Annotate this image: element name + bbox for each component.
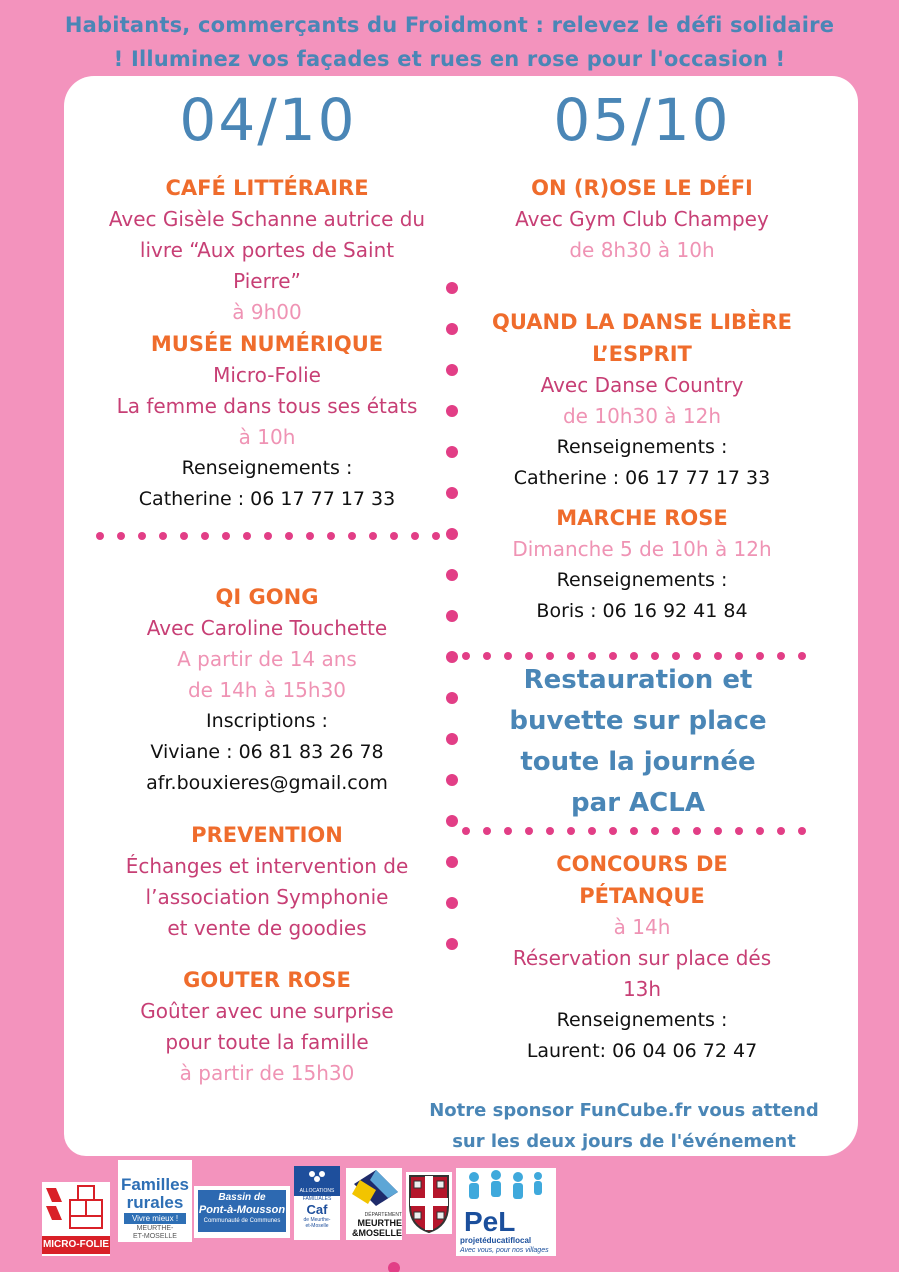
divider-dot [446, 282, 458, 294]
divider-dot [159, 532, 167, 540]
divider-dot [285, 532, 293, 540]
day-1-column [86, 172, 448, 1089]
event-title: PÉTANQUE [579, 884, 705, 908]
divider-dot [432, 532, 440, 540]
divider-dot [446, 733, 458, 745]
event-cafe-litteraire [86, 172, 448, 328]
restauration-line: Restauration et [523, 665, 753, 695]
pel-tagline: Avec vous, pour nos villages [460, 1247, 549, 1254]
event-on-rose-le-defi [462, 172, 822, 266]
divider-dot [651, 652, 659, 660]
partner-logos [0, 1160, 899, 1260]
divider-dot [462, 827, 470, 835]
sponsor-line: Notre sponsor FunCube.fr vous attend [429, 1100, 819, 1121]
restauration-line: buvette sur place [509, 706, 767, 736]
familles-region-1: MEURTHE- [136, 1225, 174, 1232]
contact-phone: Viviane : 06 81 83 26 78 [150, 741, 384, 763]
meurthe-shape-icon [346, 1168, 402, 1208]
meurthe-line-2: MEURTHE [357, 1218, 402, 1228]
divider-dot [117, 532, 125, 540]
micro-folie-cube-icon [42, 1182, 110, 1232]
event-gouter-rose [86, 964, 448, 1089]
event-marche-rose [462, 502, 822, 627]
event-title: GOUTER ROSE [183, 968, 351, 992]
divider-dot [756, 652, 764, 660]
divider-dot [180, 532, 188, 540]
bassin-line-3: Communauté de Communes [203, 1218, 281, 1224]
divider-dot [96, 532, 104, 540]
event-time: de 14h à 15h30 [187, 678, 347, 702]
event-line: livre “Aux portes de Saint [139, 238, 395, 262]
divider-dot [327, 532, 335, 540]
divider-dot [525, 827, 533, 835]
contact-label: Inscriptions : [206, 710, 328, 732]
restauration-notice [478, 660, 798, 824]
divider-day2-lower [462, 827, 812, 835]
divider-dot [693, 652, 701, 660]
event-musee-numerique [86, 328, 448, 515]
familles-tagline: Vivre mieux ! [124, 1213, 186, 1224]
restauration-line: toute la journée [520, 747, 756, 777]
divider-dot [446, 569, 458, 581]
pel-name: projetéducatiflocal [460, 1236, 532, 1245]
bassin-pont-a-mousson-logo [194, 1186, 290, 1238]
divider-dot [693, 827, 701, 835]
event-time: à 14h [613, 915, 671, 939]
sponsor-line: sur les deux jours de l'événement [452, 1131, 796, 1152]
event-line: Micro-Folie [213, 363, 321, 387]
header-banner [0, 8, 899, 76]
divider-dot [446, 774, 458, 786]
divider-dot [446, 938, 458, 950]
divider-dot [630, 652, 638, 660]
event-title: QUAND LA DANSE LIBÈRE [492, 310, 792, 334]
divider-dot [525, 652, 533, 660]
micro-folie-logo [42, 1182, 110, 1256]
divider-dot [672, 652, 680, 660]
divider-dot [546, 827, 554, 835]
contact-label: Renseignements : [556, 436, 728, 458]
divider-dot [756, 827, 764, 835]
day-2-column [462, 172, 822, 627]
divider-dot [446, 446, 458, 458]
divider-dot [446, 610, 458, 622]
divider-dot [446, 405, 458, 417]
contact-phone: Laurent: 06 04 06 72 47 [526, 1040, 758, 1062]
event-title: L’ESPRIT [592, 342, 692, 366]
coat-of-arms-logo [406, 1172, 452, 1234]
event-title: QI GONG [215, 585, 319, 609]
date-day-2: 05/10 [553, 86, 731, 154]
caf-line-2: FAMILIALES [302, 1196, 332, 1202]
bassin-panel [198, 1190, 286, 1232]
divider-dot [348, 532, 356, 540]
bassin-line-1: Bassin de [218, 1192, 266, 1203]
divider-dot [446, 856, 458, 868]
divider-dot [446, 323, 458, 335]
divider-dot [546, 652, 554, 660]
contact-label: Renseignements : [181, 457, 353, 479]
divider-dot [462, 652, 470, 660]
familles-region-2: ET-MOSELLE [133, 1233, 177, 1240]
divider-dot [243, 532, 251, 540]
event-prevention [86, 819, 448, 944]
familles-rurales-logo [118, 1160, 192, 1242]
restauration-line: par ACLA [571, 788, 705, 818]
event-petanque [462, 848, 822, 1067]
header-line-2: ! Illuminez vos façades et rues en rose pour l'occasion ! [113, 47, 786, 71]
day-2-column-lower [462, 848, 822, 1067]
meurthe-line-3: &MOSELLE [351, 1228, 402, 1238]
contact-label: Renseignements : [556, 569, 728, 591]
caf-family-icon [308, 1170, 326, 1184]
caf-name: Caf [306, 1202, 328, 1217]
divider-dot [777, 827, 785, 835]
pel-children-icon [456, 1168, 556, 1204]
vertical-dotted-divider [446, 282, 458, 947]
date-day-1: 04/10 [179, 86, 357, 154]
event-time: à 9h00 [232, 300, 302, 324]
event-time: à 10h [238, 425, 296, 449]
event-line: Réservation sur place dés [512, 946, 772, 970]
shield-icon [406, 1172, 452, 1234]
event-title: MARCHE ROSE [556, 506, 728, 530]
event-title: MUSÉE NUMÉRIQUE [150, 332, 384, 356]
event-line: Goûter avec une surprise [140, 999, 394, 1023]
micro-folie-label: MICRO-FOLIE [42, 1236, 110, 1254]
meurthe-line-1: DÉPARTEMENT [364, 1212, 402, 1218]
familles-title: Familles [120, 1175, 190, 1194]
event-line: Avec Caroline Touchette [146, 616, 388, 640]
divider-dot [651, 827, 659, 835]
event-line: 13h [622, 977, 662, 1001]
divider-dot [390, 532, 398, 540]
meurthe-et-moselle-logo [346, 1168, 402, 1240]
event-line: Échanges et intervention de [125, 854, 409, 878]
divider-dot [588, 652, 596, 660]
sponsor-notice [394, 1095, 854, 1157]
familles-subtitle: rurales [126, 1193, 184, 1212]
divider-dot [504, 827, 512, 835]
caf-line-4: de Meurthe- [303, 1217, 331, 1223]
event-line: et vente de goodies [167, 916, 367, 940]
divider-dot [201, 532, 209, 540]
divider-dot [446, 364, 458, 376]
contact-label: Renseignements : [556, 1009, 728, 1031]
caf-header [294, 1166, 340, 1196]
divider-dot [714, 652, 722, 660]
divider-dot [446, 651, 458, 663]
event-danse [462, 306, 822, 494]
event-time: de 10h30 à 12h [562, 404, 722, 428]
event-title: ON (R)OSE LE DÉFI [531, 176, 753, 200]
divider-dot [446, 692, 458, 704]
event-line: La femme dans tous ses états [116, 394, 418, 418]
event-line: Pierre” [233, 269, 301, 293]
event-line: l’association Symphonie [145, 885, 389, 909]
divider-dot [588, 827, 596, 835]
divider-dot [567, 652, 575, 660]
contact-phone: Catherine : 06 17 77 17 33 [513, 467, 771, 489]
event-qi-gong [86, 581, 448, 799]
event-line: pour toute la famille [165, 1030, 369, 1054]
divider-dot [630, 827, 638, 835]
contact-phone: Boris : 06 16 92 41 84 [536, 600, 748, 622]
pel-mark: PeL [464, 1206, 516, 1237]
caf-line-5: et-Moselle [305, 1223, 329, 1229]
caf-line-1: ALLOCATIONS [299, 1188, 335, 1194]
divider-dot [798, 827, 806, 835]
event-title: PREVENTION [191, 823, 343, 847]
event-line: Avec Gym Club Champey [515, 207, 769, 231]
event-line: Avec Danse Country [540, 373, 744, 397]
divider-dot [609, 652, 617, 660]
divider-dot [735, 652, 743, 660]
divider-dot [306, 532, 314, 540]
divider-dot [609, 827, 617, 835]
event-time: A partir de 14 ans [177, 647, 357, 671]
event-time: Dimanche 5 de 10h à 12h [512, 537, 772, 561]
divider-dot [672, 827, 680, 835]
event-title: CAFÉ LITTÉRAIRE [165, 176, 369, 200]
divider-dot [504, 652, 512, 660]
event-time: à partir de 15h30 [179, 1061, 355, 1085]
divider-dot [138, 532, 146, 540]
divider-dot [446, 487, 458, 499]
divider-dot [567, 827, 575, 835]
divider-dot [222, 532, 230, 540]
divider-dot [264, 532, 272, 540]
contact-email: afr.bouxieres@gmail.com [146, 772, 388, 794]
divider-dot [735, 827, 743, 835]
divider-dot [483, 652, 491, 660]
divider-day1-middle [96, 532, 448, 540]
divider-dot [483, 827, 491, 835]
contact-phone: Catherine : 06 17 77 17 33 [138, 488, 396, 510]
divider-dot [369, 532, 377, 540]
header-line-1: Habitants, commerçants du Froidmont : relevez le défi solidaire [64, 13, 835, 37]
event-title: CONCOURS DE [556, 852, 728, 876]
divider-dot [777, 652, 785, 660]
divider-dot [714, 827, 722, 835]
divider-dot [446, 897, 458, 909]
divider-dot [798, 652, 806, 660]
pel-logo [456, 1168, 556, 1256]
caf-logo [294, 1166, 340, 1240]
event-line: Avec Gisèle Schanne autrice du [108, 207, 426, 231]
divider-day2-upper [462, 652, 812, 660]
decorative-dot [388, 1262, 400, 1272]
divider-dot [411, 532, 419, 540]
event-time: de 8h30 à 10h [569, 238, 715, 262]
divider-dot [446, 815, 458, 827]
bassin-line-2: Pont-à-Mousson [198, 1204, 286, 1216]
